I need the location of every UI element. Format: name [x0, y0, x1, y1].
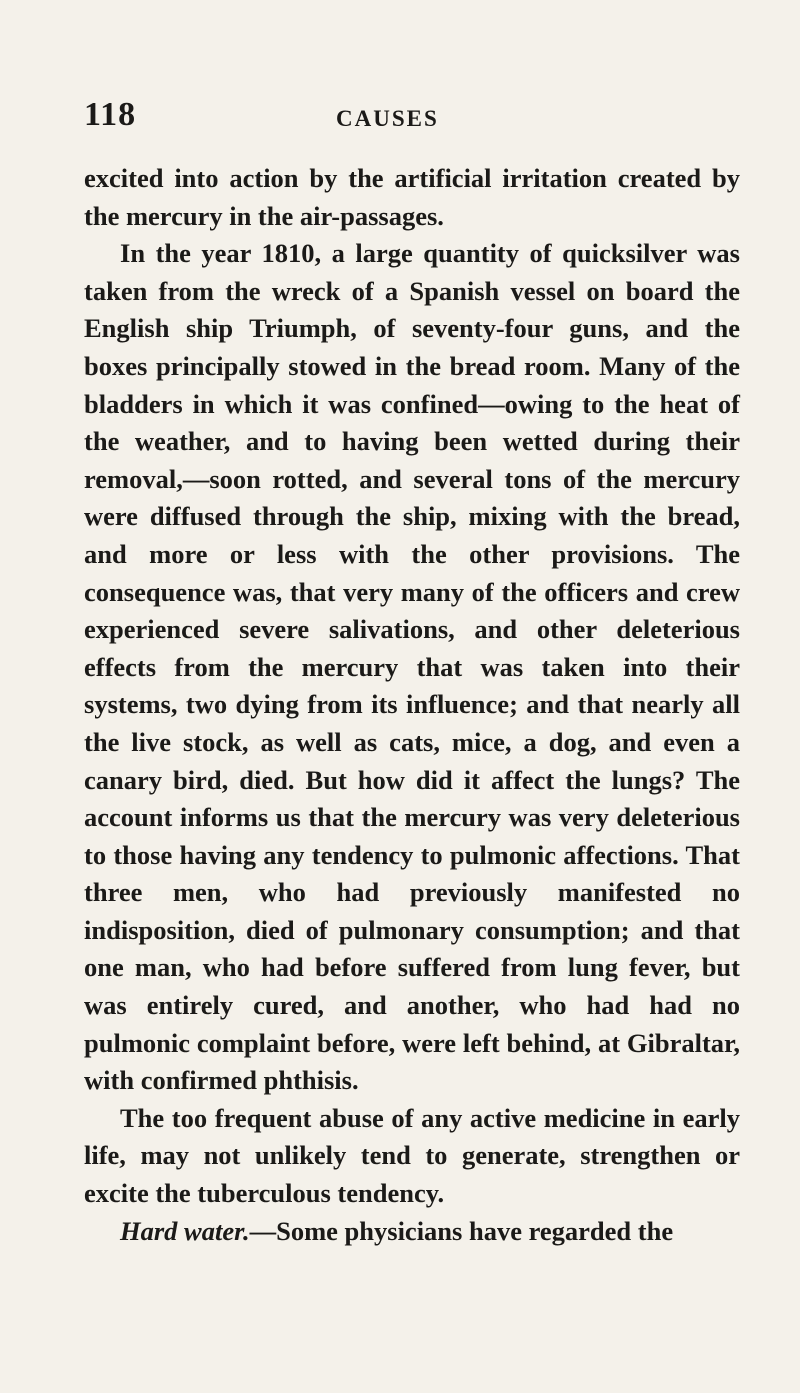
- hard-water-heading: Hard water.: [120, 1215, 250, 1246]
- body-text: [84, 160, 740, 1250]
- paragraph-continuation: excited into action by the artificial irritation created by the mercury in the air-passages.: [84, 163, 740, 231]
- paragraph-medicine-abuse: The too frequent abuse of any active medicine in early life, may not unlikely tend to generate, strengthen or excite the tuberculous tendency.: [84, 1102, 740, 1209]
- paragraph-triumph-account: In the year 1810, a large quantity of quicksilver was taken from the wreck of a Spanish vessel on board the English ship Triumph, of seventy-four guns, and the boxes principally stowed in the bread room. Many of the bladders in which it was confined—owing to the heat of the weather, and to having been wetted during their removal,—soon rotted, and several tons of the mercury were diffused through the ship, mixing with the bread, and more or less with the other provisions. The consequence was, that very many of the officers and crew experienced severe salivations, and other deleterious effects from the mercury that was taken into their systems, two dying from its influence; and that nearly all the live stock, as well as cats, mice, a dog, and even a canary bird, died. But how did it affect the lungs? The account informs us that the mercury was very deleterious to those having any tendency to pulmonic affections. That three men, who had previously manifested no indisposition, died of pulmonary consumption; and that one man, who had before suffered from lung fever, but was entirely cured, and another, who had had no pulmonic complaint before, were left behind, at Gibraltar, with confirmed phthisis.: [84, 238, 740, 1096]
- hard-water-text: —Some physicians have regarded the: [249, 1215, 674, 1246]
- running-head: CAUSES: [336, 106, 439, 131]
- page-number: 118: [84, 96, 137, 133]
- page-header: [84, 96, 740, 140]
- paragraph-hard-water: [84, 1213, 740, 1251]
